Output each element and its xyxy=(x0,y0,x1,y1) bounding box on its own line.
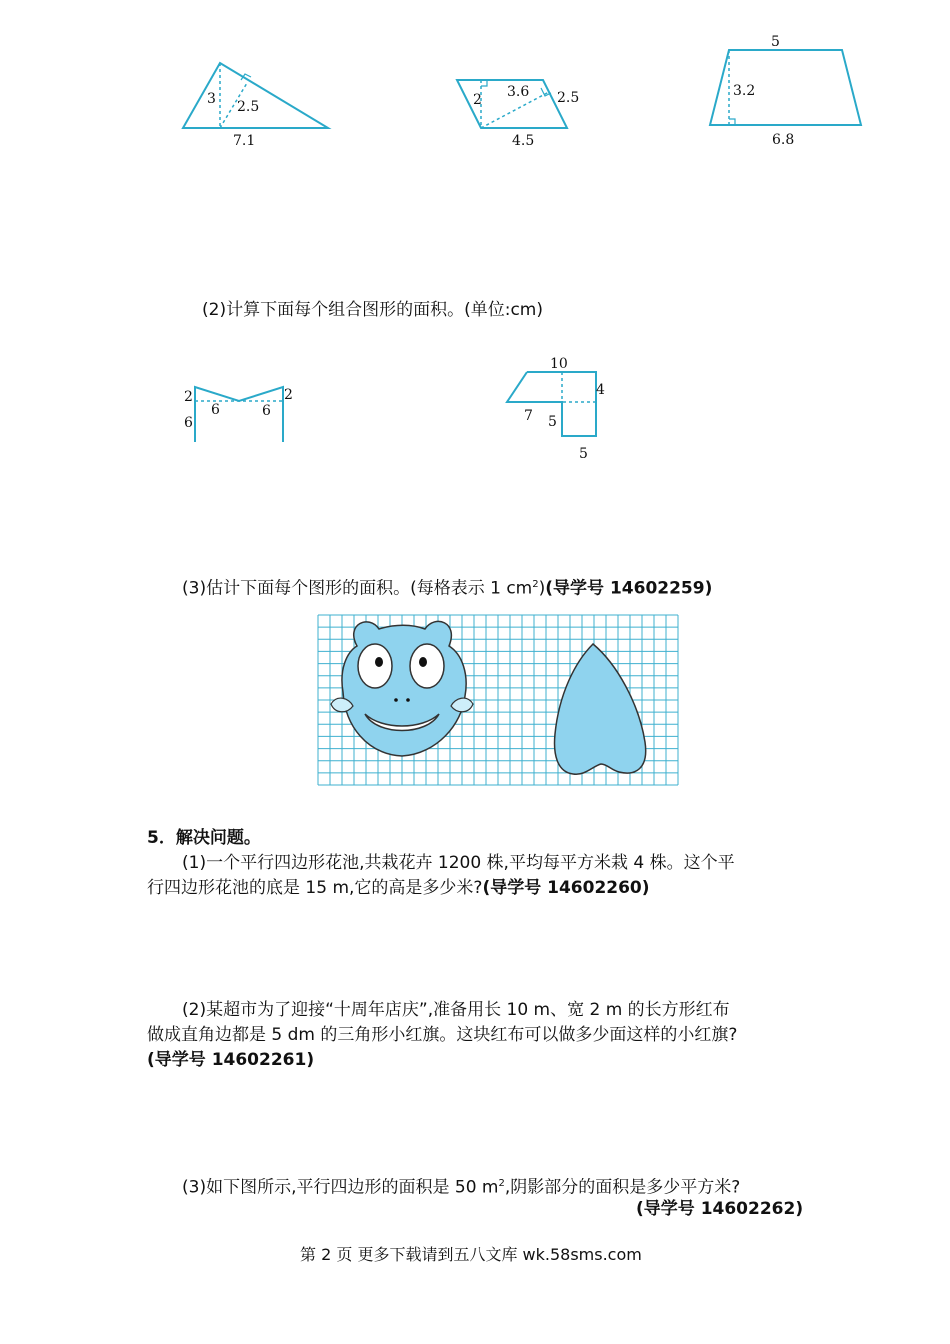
fig-b-bottom-label: 5 xyxy=(579,446,588,462)
triangle-height-label: 3 xyxy=(207,91,216,107)
fig-a-mid-left-label: 6 xyxy=(211,402,220,418)
trapezoid-figure xyxy=(705,32,870,152)
page-footer: 第 2 页 更多下载请到五八文库 wk.58sms.com xyxy=(300,1245,642,1264)
frog-face-shape xyxy=(331,621,473,756)
q5-1-line2: 行四边形花池的底是 15 m,它的高是多少米?(导学号 14602260) xyxy=(147,878,650,898)
q4-3-title: (3)估计下面每个图形的面积。(每格表示 1 $cm^2$)(导学号 14602259) xyxy=(182,578,713,599)
fig-b-left-label: 7 xyxy=(524,408,533,424)
q5-3-ref: (导学号 14602262) xyxy=(636,1199,804,1219)
triangle-side-height-label: 2.5 xyxy=(237,99,260,115)
q5-2-line1: (2)某超市为了迎接“十周年店庆”,准备用长 10 m、宽 2 m 的长方形红布 xyxy=(182,1000,730,1020)
parallelogram-base-label: 4.5 xyxy=(512,133,535,149)
q5-2-line2: 做成直角边都是 5 dm 的三角形小红旗。这块红布可以做多少面这样的小红旗? xyxy=(147,1025,738,1045)
combined-figure-a xyxy=(178,380,298,446)
trapezoid-height-label: 3.2 xyxy=(733,83,756,99)
trapezoid-top-label: 5 xyxy=(771,34,780,50)
combined-figure-b xyxy=(500,352,620,464)
fig-b-top-label: 10 xyxy=(550,356,568,372)
q5-2-ref: (导学号 14602261) xyxy=(147,1050,315,1070)
triangle-base-label: 7.1 xyxy=(233,133,256,149)
q5-3-line1: (3)如下图所示,平行四边形的面积是 50 $m^2$,阴影部分的面积是多少平方米? xyxy=(182,1177,741,1198)
triangle-figure xyxy=(175,55,345,155)
parallelogram-side-label: 2.5 xyxy=(557,90,580,106)
fig-a-mid-right-label: 6 xyxy=(262,403,271,419)
parallelogram-figure xyxy=(445,68,595,153)
q5-heading: 5．解决问题。 xyxy=(147,828,261,848)
fig-b-inner-label: 5 xyxy=(548,414,557,430)
parallelogram-height-label: 2 xyxy=(473,92,482,108)
fig-a-left-bottom-label: 6 xyxy=(184,415,193,431)
q5-1-line1: (1)一个平行四边形花池,共栽花卉 1200 株,平均每平方米栽 4 株。这个平 xyxy=(182,853,735,873)
trapezoid-bottom-label: 6.8 xyxy=(772,132,795,148)
estimation-grid xyxy=(317,614,679,786)
fig-a-right-top-label: 2 xyxy=(284,387,293,403)
fig-b-right-label: 4 xyxy=(596,382,605,398)
fig-a-left-top-label: 2 xyxy=(184,389,193,405)
parallelogram-side-height-label: 3.6 xyxy=(507,84,530,100)
q4-2-title: (2)计算下面每个组合图形的面积。(单位:cm) xyxy=(202,300,543,320)
